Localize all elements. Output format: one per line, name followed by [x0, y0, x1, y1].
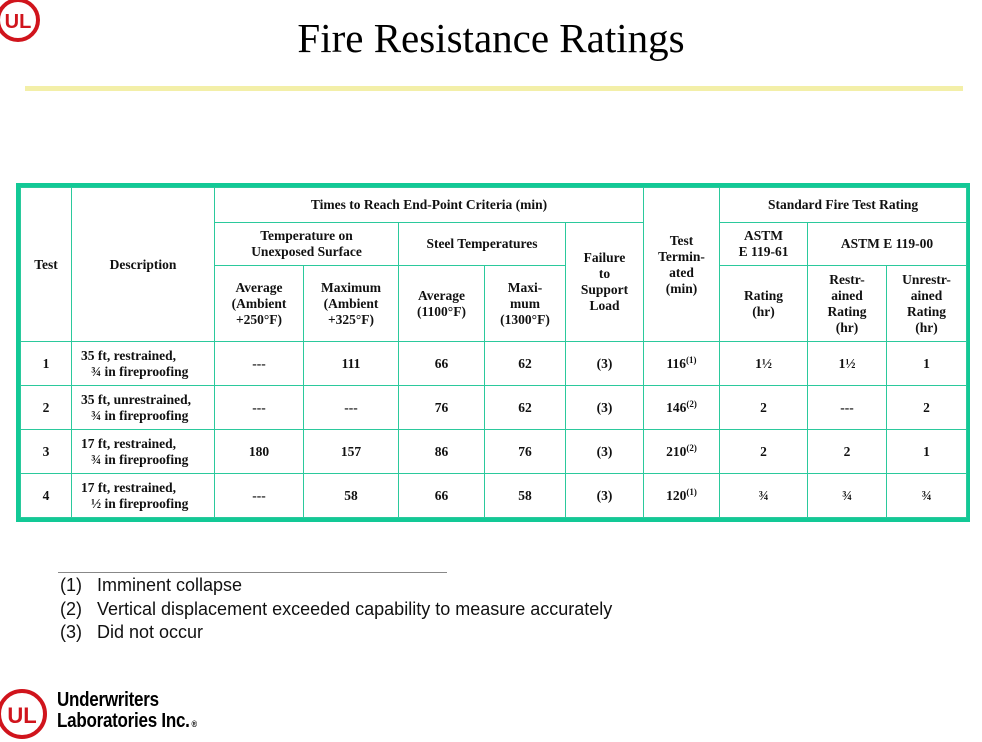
cell-avg-ambient: --- — [215, 342, 304, 386]
table-row — [21, 474, 967, 518]
cell-avg-ambient: 180 — [215, 430, 304, 474]
header-test-terminated: Test Termin- ated (min) — [644, 188, 720, 342]
cell-avg-steel: 66 — [399, 474, 485, 518]
cell-test: 2 — [21, 386, 72, 430]
table-row — [21, 386, 967, 430]
cell-max-ambient: 157 — [304, 430, 399, 474]
cell-max-steel: 76 — [485, 430, 566, 474]
cell-max-steel: 62 — [485, 386, 566, 430]
cell-avg-steel: 76 — [399, 386, 485, 430]
header-rating: Rating (hr) — [720, 266, 808, 342]
cell-unrestrained: 1 — [887, 430, 967, 474]
cell-rating-61: ¾ — [720, 474, 808, 518]
header-test: Test — [21, 188, 72, 342]
table-row — [21, 342, 967, 386]
cell-restrained: 1½ — [808, 342, 887, 386]
cell-description: 35 ft, restrained, ¾ in fireproofing — [72, 342, 215, 386]
cell-terminated: 210$^{(2)}$ — [644, 430, 720, 474]
cell-avg-steel: 66 — [399, 342, 485, 386]
cell-description: 35 ft, unrestrained, ¾ in fireproofing — [72, 386, 215, 430]
header-times: Times to Reach End-Point Criteria (min) — [215, 188, 644, 223]
header-steel-temps: Steel Temperatures — [399, 223, 566, 266]
cell-restrained: 2 — [808, 430, 887, 474]
cell-test: 3 — [21, 430, 72, 474]
cell-avg-steel: 86 — [399, 430, 485, 474]
cell-failure: (3) — [566, 430, 644, 474]
svg-text:UL: UL — [7, 703, 37, 728]
cell-avg-ambient: --- — [215, 474, 304, 518]
cell-restrained: --- — [808, 386, 887, 430]
cell-test: 1 — [21, 342, 72, 386]
header-max-steel: Maxi- mum (1300°F) — [485, 266, 566, 342]
header-astm-00: ASTM E 119-00 — [808, 223, 967, 266]
cell-unrestrained: 1 — [887, 342, 967, 386]
cell-terminated: 116$^{(1)}$ — [644, 342, 720, 386]
title-underline — [25, 86, 963, 91]
svg-text:UL: UL — [4, 11, 32, 33]
cell-max-ambient: 111 — [304, 342, 399, 386]
ul-logo-mark-icon — [0, 686, 52, 742]
page-title: Fire Resistance Ratings — [297, 15, 685, 61]
cell-failure: (3) — [566, 386, 644, 430]
cell-rating-61: 2 — [720, 430, 808, 474]
footnote-1: (1) Imminent collapse — [60, 575, 243, 595]
header-description: Description — [72, 188, 215, 342]
header-failure: Failure to Support Load — [566, 223, 644, 342]
header-unrestrained: Unrestr- ained Rating (hr) — [887, 266, 967, 342]
cell-description: 17 ft, restrained, ½ in fireproofing — [72, 474, 215, 518]
cell-failure: (3) — [566, 474, 644, 518]
cell-test: 4 — [21, 474, 72, 518]
header-avg-steel: Average (1100°F) — [399, 266, 485, 342]
footnote-divider — [58, 572, 447, 573]
footnote-2: (2) Vertical displacement exceeded capability to measure accurately — [60, 599, 613, 619]
cell-unrestrained: 2 — [887, 386, 967, 430]
cell-unrestrained: ¾ — [887, 474, 967, 518]
header-restrained: Restr- ained Rating (hr) — [808, 266, 887, 342]
cell-restrained: ¾ — [808, 474, 887, 518]
cell-max-steel: 62 — [485, 342, 566, 386]
header-astm-61: ASTM E 119-61 — [720, 223, 808, 266]
header-standard-rating: Standard Fire Test Rating — [720, 188, 967, 223]
cell-terminated: 120$^{(1)}$ — [644, 474, 720, 518]
cell-max-steel: 58 — [485, 474, 566, 518]
cell-description: 17 ft, restrained, ¾ in fireproofing — [72, 430, 215, 474]
cell-rating-61: 2 — [720, 386, 808, 430]
cell-terminated: 146$^{(2)}$ — [644, 386, 720, 430]
fire-ratings-table — [16, 183, 970, 522]
cell-failure: (3) — [566, 342, 644, 386]
ul-logo: UL Underwriters Laboratories Inc. ® — [0, 686, 230, 739]
table-row — [21, 430, 967, 474]
footnote-3: (3) Did not occur — [60, 622, 204, 642]
header-max-ambient: Maximum (Ambient +325°F) — [304, 266, 399, 342]
cell-max-ambient: --- — [304, 386, 399, 430]
cell-rating-61: 1½ — [720, 342, 808, 386]
header-avg-ambient: Average (Ambient +250°F) — [215, 266, 304, 342]
cell-max-ambient: 58 — [304, 474, 399, 518]
cell-avg-ambient: --- — [215, 386, 304, 430]
header-temp-surface: Temperature on Unexposed Surface — [215, 223, 399, 266]
